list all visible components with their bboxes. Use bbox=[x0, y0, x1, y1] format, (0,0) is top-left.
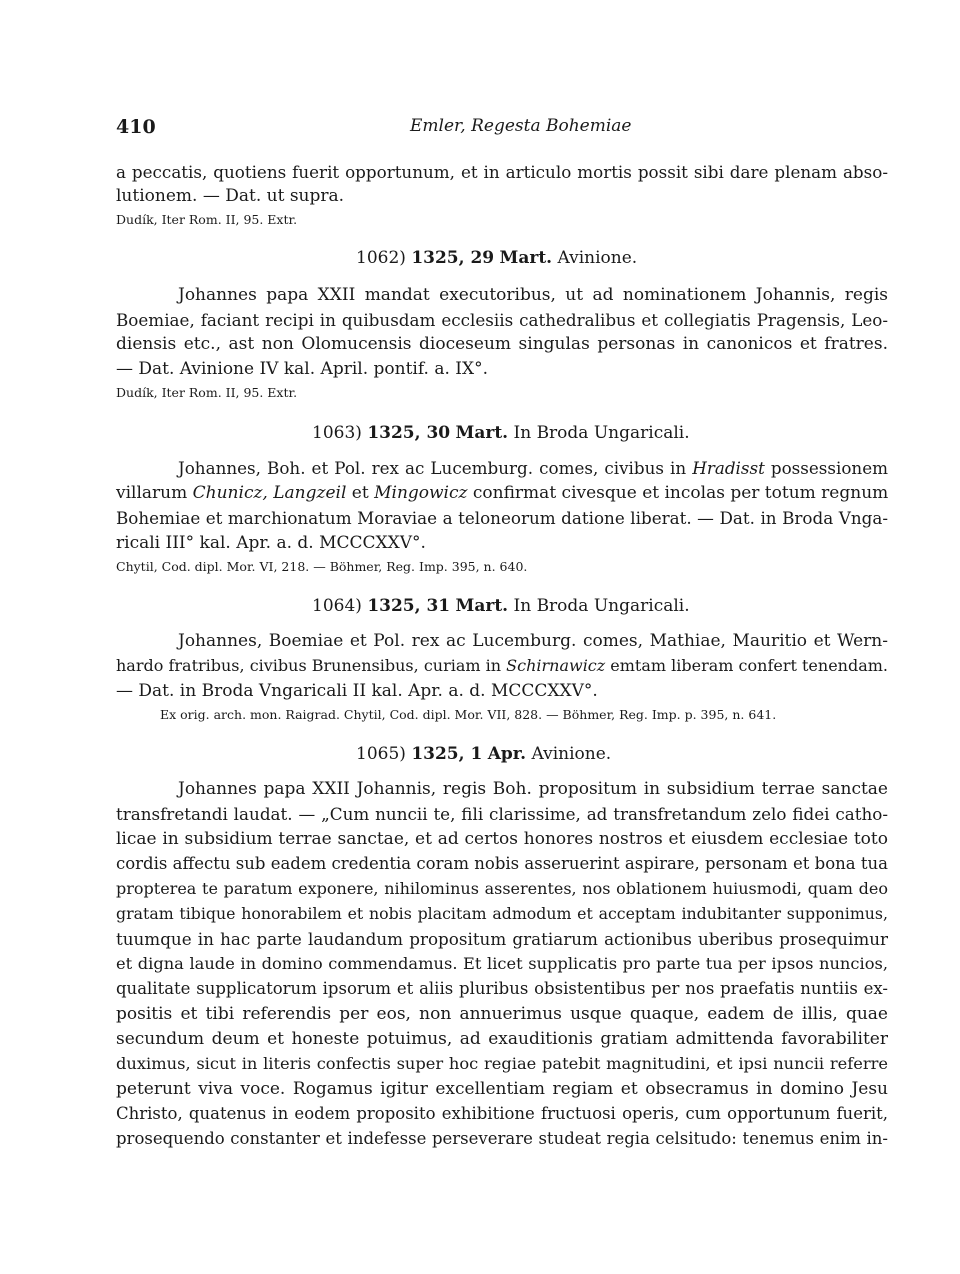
text-run: confirmat civesque et incolas per totum regnum bbox=[467, 483, 889, 503]
entry-number: 1062) bbox=[356, 248, 406, 268]
entry-month: Mart. bbox=[499, 248, 553, 268]
entry-number: 1065) bbox=[356, 744, 406, 764]
text-run: emtam liberam confert tenendam. bbox=[605, 656, 889, 675]
text-line bbox=[178, 458, 888, 478]
text-run: villarum bbox=[116, 483, 193, 503]
text-line: Boemiae, faciant recipi in quibusdam ecclesiis cathedralibus et collegiatis Pragensis, Leo- bbox=[116, 310, 888, 330]
entry-month: Apr. bbox=[487, 744, 527, 764]
page-number: 410 bbox=[116, 116, 156, 138]
running-title: Emler, Regesta Bohemiae bbox=[410, 116, 632, 136]
text-run: Johannes, Boh. et Pol. rex ac Lucemburg. comes, civibus in bbox=[178, 458, 693, 478]
text-line: ricali III° kal. Apr. a. d. MCCCXXV°. bbox=[116, 533, 426, 553]
text-line: licae in subsidium terrae sanctae, et ad certos honores nostros et eiusdem ecclesiae toto bbox=[116, 829, 888, 849]
entry-heading-1063 bbox=[312, 423, 690, 443]
entry-place: Avinione. bbox=[531, 744, 612, 764]
text-line: propterea te paratum exponere, nihilominus asserentes, nos oblationem huiusmodi, quam deo bbox=[116, 879, 888, 898]
text-line: Bohemiae et marchionatum Moraviae a teloneorum datione liberat. — Dat. in Broda Vnga- bbox=[116, 508, 888, 528]
entry-number: 1064) bbox=[312, 596, 362, 616]
entry-number: 1063) bbox=[312, 423, 362, 443]
entry-date: 1325, 1 bbox=[411, 744, 483, 764]
text-line: et digna laude in domino commendamus. Et licet supplicatis pro parte tua per ipsos nuncios, bbox=[116, 954, 888, 973]
text-line bbox=[116, 483, 888, 503]
text-line: secundum deum et honeste potuimus, ad exauditionis gratiam admittenda favorabiliter bbox=[116, 1029, 888, 1049]
entry-date: 1325, 29 bbox=[411, 248, 495, 268]
text-line: lutionem. — Dat. ut supra. bbox=[116, 186, 345, 206]
text-line: Johannes papa XXII mandat executoribus, ut ad nominationem Johannis, regis bbox=[178, 285, 888, 305]
entry-heading-1065 bbox=[356, 744, 611, 764]
entry-month: Mart. bbox=[455, 423, 509, 443]
text-run: hardo fratribus, civibus Brunensibus, curiam in bbox=[116, 656, 507, 675]
text-line: gratam tibique honorabilem et nobis placitam admodum et acceptam indubitanter supponimus, bbox=[116, 904, 888, 923]
text-line: peterunt viva voce. Rogamus igitur excellentiam regiam et obsecramus in domino Jesu bbox=[116, 1079, 888, 1099]
source-citation: Ex orig. arch. mon. Raigrad. Chytil, Cod. dipl. Mor. VII, 828. — Böhmer, Reg. Imp. p. 395, n. 641. bbox=[160, 707, 777, 722]
text-line: duximus, sicut in literis confectis super hoc regiae patebit magnitudini, et ipsi nuncii referre bbox=[116, 1054, 888, 1073]
page-header bbox=[116, 116, 860, 146]
text-run: et bbox=[346, 483, 375, 503]
entry-date: 1325, 30 bbox=[367, 423, 451, 443]
text-line: — Dat. in Broda Vngaricali II kal. Apr. a. d. MCCCXXV°. bbox=[116, 681, 598, 701]
place-name: Schirnawicz bbox=[506, 656, 606, 675]
entry-place: Avinione. bbox=[557, 248, 638, 268]
source-citation: Dudík, Iter Rom. II, 95. Extr. bbox=[116, 212, 298, 227]
place-name: Chunicz, bbox=[192, 483, 268, 503]
entry-heading-1062 bbox=[356, 248, 637, 268]
place-name: Hradisst bbox=[692, 458, 765, 478]
text-line: diensis etc., ast non Olomucensis dioceseum singulas personas in canonicos et fratres. bbox=[116, 334, 888, 354]
text-line: cordis affectu sub eadem credentia coram nobis asseruerint aspirare, personam et bona tua bbox=[116, 854, 888, 873]
text-line: tuumque in hac parte laudandum propositum gratiarum actionibus uberibus prosequimur bbox=[116, 929, 888, 949]
source-citation: Dudík, Iter Rom. II, 95. Extr. bbox=[116, 385, 298, 400]
entry-date: 1325, 31 bbox=[367, 596, 451, 616]
text-line: Christo, quatenus in eodem proposito exhibitione fructuosi operis, cum opportunum fuerit, bbox=[116, 1104, 888, 1123]
text-line: a peccatis, quotiens fuerit opportunum, et in articulo mortis possit sibi dare plenam abso- bbox=[116, 162, 888, 182]
text-run: possessionem bbox=[764, 458, 889, 478]
place-name: Mingowicz bbox=[374, 483, 468, 503]
entry-heading-1064 bbox=[312, 596, 690, 616]
entry-place: In Broda Ungaricali. bbox=[513, 596, 690, 616]
source-citation: Chytil, Cod. dipl. Mor. VI, 218. — Böhmer, Reg. Imp. 395, n. 640. bbox=[116, 559, 528, 574]
text-line: — Dat. Avinione IV kal. April. pontif. a. IX°. bbox=[116, 359, 489, 379]
place-name: Langzeil bbox=[273, 483, 347, 503]
text-line: positis et tibi referendis per eos, non annuerimus usque quaque, eadem de illis, quae bbox=[116, 1004, 888, 1024]
text-line: Johannes, Boemiae et Pol. rex ac Lucemburg. comes, Mathiae, Mauritio et Wern- bbox=[178, 631, 888, 651]
text-line: Johannes papa XXII Johannis, regis Boh. propositum in subsidium terrae sanctae bbox=[178, 779, 888, 799]
entry-place: In Broda Ungaricali. bbox=[513, 423, 690, 443]
entry-month: Mart. bbox=[455, 596, 509, 616]
text-line: qualitate supplicatorum ipsorum et aliis pluribus obsistentibus per nos praefatis nuntiis ex- bbox=[116, 979, 888, 998]
text-line: transfretandi laudat. — „Cum nuncii te, fili clarissime, ad transfretandum zelo fidei catho- bbox=[116, 804, 888, 824]
text-line bbox=[116, 656, 888, 676]
text-line: prosequendo constanter et indefesse perseverare studeat regia celsitudo: tenemus enim in- bbox=[116, 1129, 888, 1148]
